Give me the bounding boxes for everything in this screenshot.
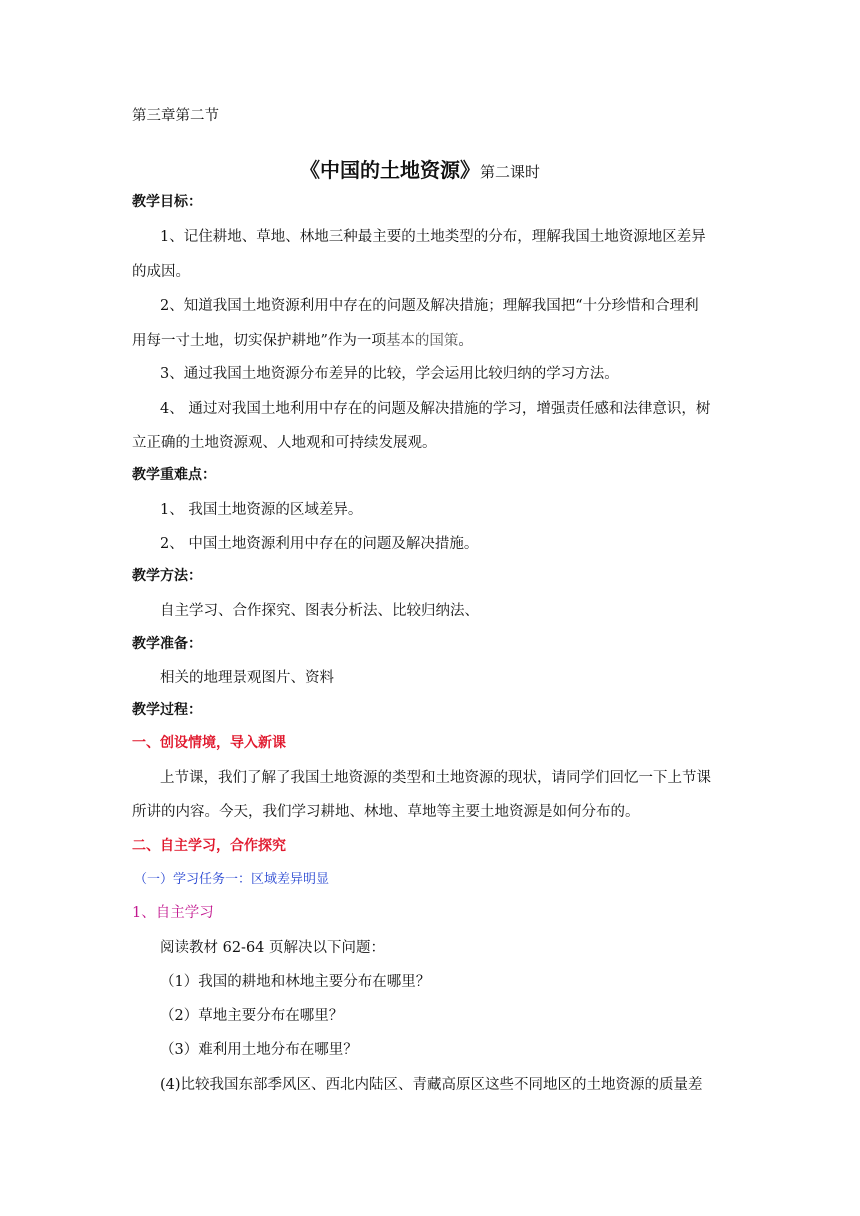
chapter-label: 第三章第二节 (132, 108, 219, 124)
intro-para-line1: 上节课，我们了解了我国土地资源的类型和土地资源的现状，请同学们回忆一下上节课 (160, 770, 711, 786)
key-point-1: 1、 我国土地资源的区域差异。 (160, 502, 363, 518)
key-point-2: 2、 中国土地资源利用中存在的问题及解决措施。 (160, 536, 479, 552)
section-2-heading: 二、自主学习，合作探究 (132, 838, 286, 854)
methods-text: 自主学习、合作探究、图表分析法、比较归纳法、 (160, 603, 479, 619)
process-heading: 教学过程： (132, 702, 202, 718)
question-2: （2）草地主要分布在哪里？ (160, 1008, 344, 1024)
objective-1-line2: 的成因。 (132, 264, 190, 280)
objective-2-line2-part-b: 基本的国策 (385, 333, 459, 349)
reading-instruction: 阅读教材 62-64 页解决以下问题： (160, 940, 386, 956)
question-3: （3）难利用土地分布在哪里？ (160, 1042, 358, 1058)
task-1-heading: （一）学习任务一：区域差异明显 (134, 872, 330, 887)
objective-4-line1: 4、 通过对我国土地利用中存在的问题及解决措施的学习，增强责任感和法律意识，树 (160, 401, 711, 417)
preparation-heading: 教学准备： (132, 636, 202, 652)
objective-4-line2: 立正确的土地资源观、人地观和可持续发展观。 (132, 435, 437, 451)
objective-1-line1: 1、记住耕地、草地、林地三种最主要的土地类型的分布，理解我国土地资源地区差异 (160, 229, 706, 245)
objective-2-line2-part-a: 用每一寸土地，切实保护耕地”作为一项 (132, 333, 386, 349)
objectives-heading: 教学目标： (132, 194, 202, 210)
methods-heading: 教学方法： (132, 568, 202, 584)
question-1: （1）我国的耕地和林地主要分布在哪里？ (160, 974, 431, 990)
key-points-heading: 教学重难点： (132, 467, 216, 483)
objective-2-line1: 2、知道我国土地资源利用中存在的问题及解决措施；理解我国把“十分珍惜和合理利 (160, 298, 699, 314)
title-sub: 第二课时 (480, 163, 541, 181)
objective-2-line2 (132, 331, 473, 351)
intro-para-line2: 所讲的内容。今天，我们学习耕地、林地、草地等主要土地资源是如何分布的。 (132, 804, 640, 820)
section-1-heading: 一、创设情境，导入新课 (132, 735, 286, 751)
question-4: (4)比较我国东部季风区、西北内陆区、青藏高原区这些不同地区的土地资源的质量差 (160, 1077, 703, 1093)
subsection-1-heading: 1、自主学习 (132, 905, 214, 921)
objective-3: 3、通过我国土地资源分布差异的比较，学会运用比较归纳的学习方法。 (160, 366, 619, 382)
document-title (300, 157, 540, 186)
preparation-text: 相关的地理景观图片、资料 (160, 670, 334, 686)
objective-2-line2-part-c: 。 (458, 333, 473, 349)
title-main: 《中国的土地资源》 (300, 158, 480, 182)
